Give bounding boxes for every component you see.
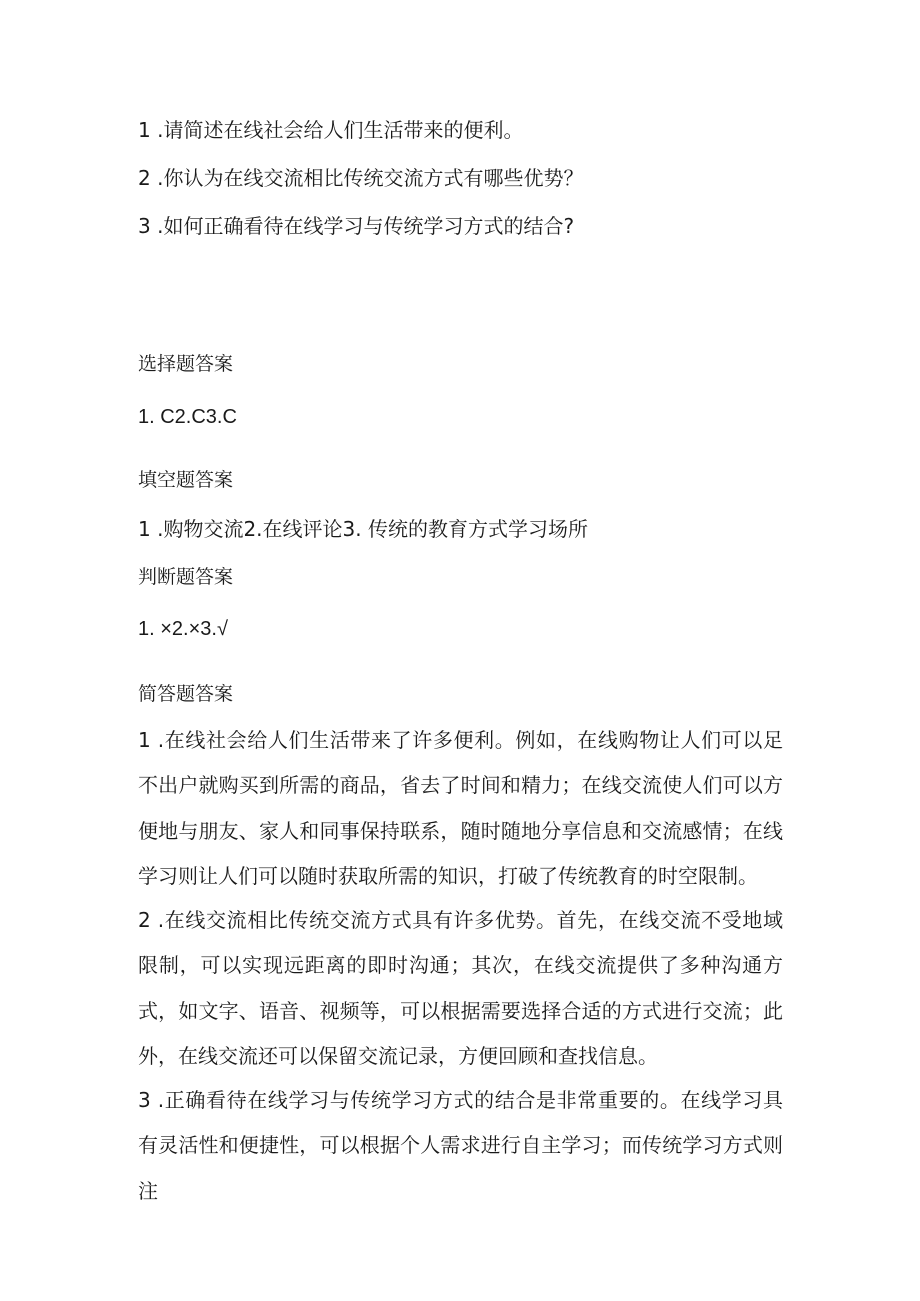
- fill-answers-heading: 填空题答案: [138, 469, 234, 491]
- question-1: 1 .请简述在线社会给人们生活带来的便利。: [138, 118, 524, 142]
- choice-answers: 1. C2.C3.C: [138, 406, 237, 428]
- judge-answers: 1. ×2.×3.√: [138, 618, 228, 640]
- question-2: 2 .你认为在线交流相比传统交流方式有哪些优势？: [138, 166, 584, 190]
- choice-answers-heading: 选择题答案: [138, 353, 234, 375]
- judge-answers-heading: 判断题答案: [138, 566, 234, 588]
- short-answers-heading: 简答题答案: [138, 683, 234, 705]
- short-answer-2: 2 .在线交流相比传统交流方式具有许多优势。首先，在线交流不受地域限制，可以实现远距离的即时沟通；其次，在线交流提供了多种沟通方式，如文字、语音、视频等，可以根据需要选择合适的方式进行交流；此外，在线交流还可以保留交流记录，方便回顾和查找信息。: [138, 908, 783, 1068]
- question-3: 3 .如何正确看待在线学习与传统学习方式的结合?: [138, 214, 575, 238]
- fill-answers: 1 .购物交流2.在线评论3. 传统的教育方式学习场所: [138, 517, 588, 541]
- short-answer-1: 1 .在线社会给人们生活带来了许多便利。例如，在线购物让人们可以足不出户就购买到所需的商品，省去了时间和精力；在线交流使人们可以方便地与朋友、家人和同事保持联系，随时随地分享信息和交流感情；在线学习则让人们可以随时获取所需的知识，打破了传统教育的时空限制。: [138, 728, 783, 888]
- short-answer-3: 3 .正确看待在线学习与传统学习方式的结合是非常重要的。在线学习具有灵活性和便捷性，可以根据个人需求进行自主学习；而传统学习方式则注: [138, 1088, 783, 1203]
